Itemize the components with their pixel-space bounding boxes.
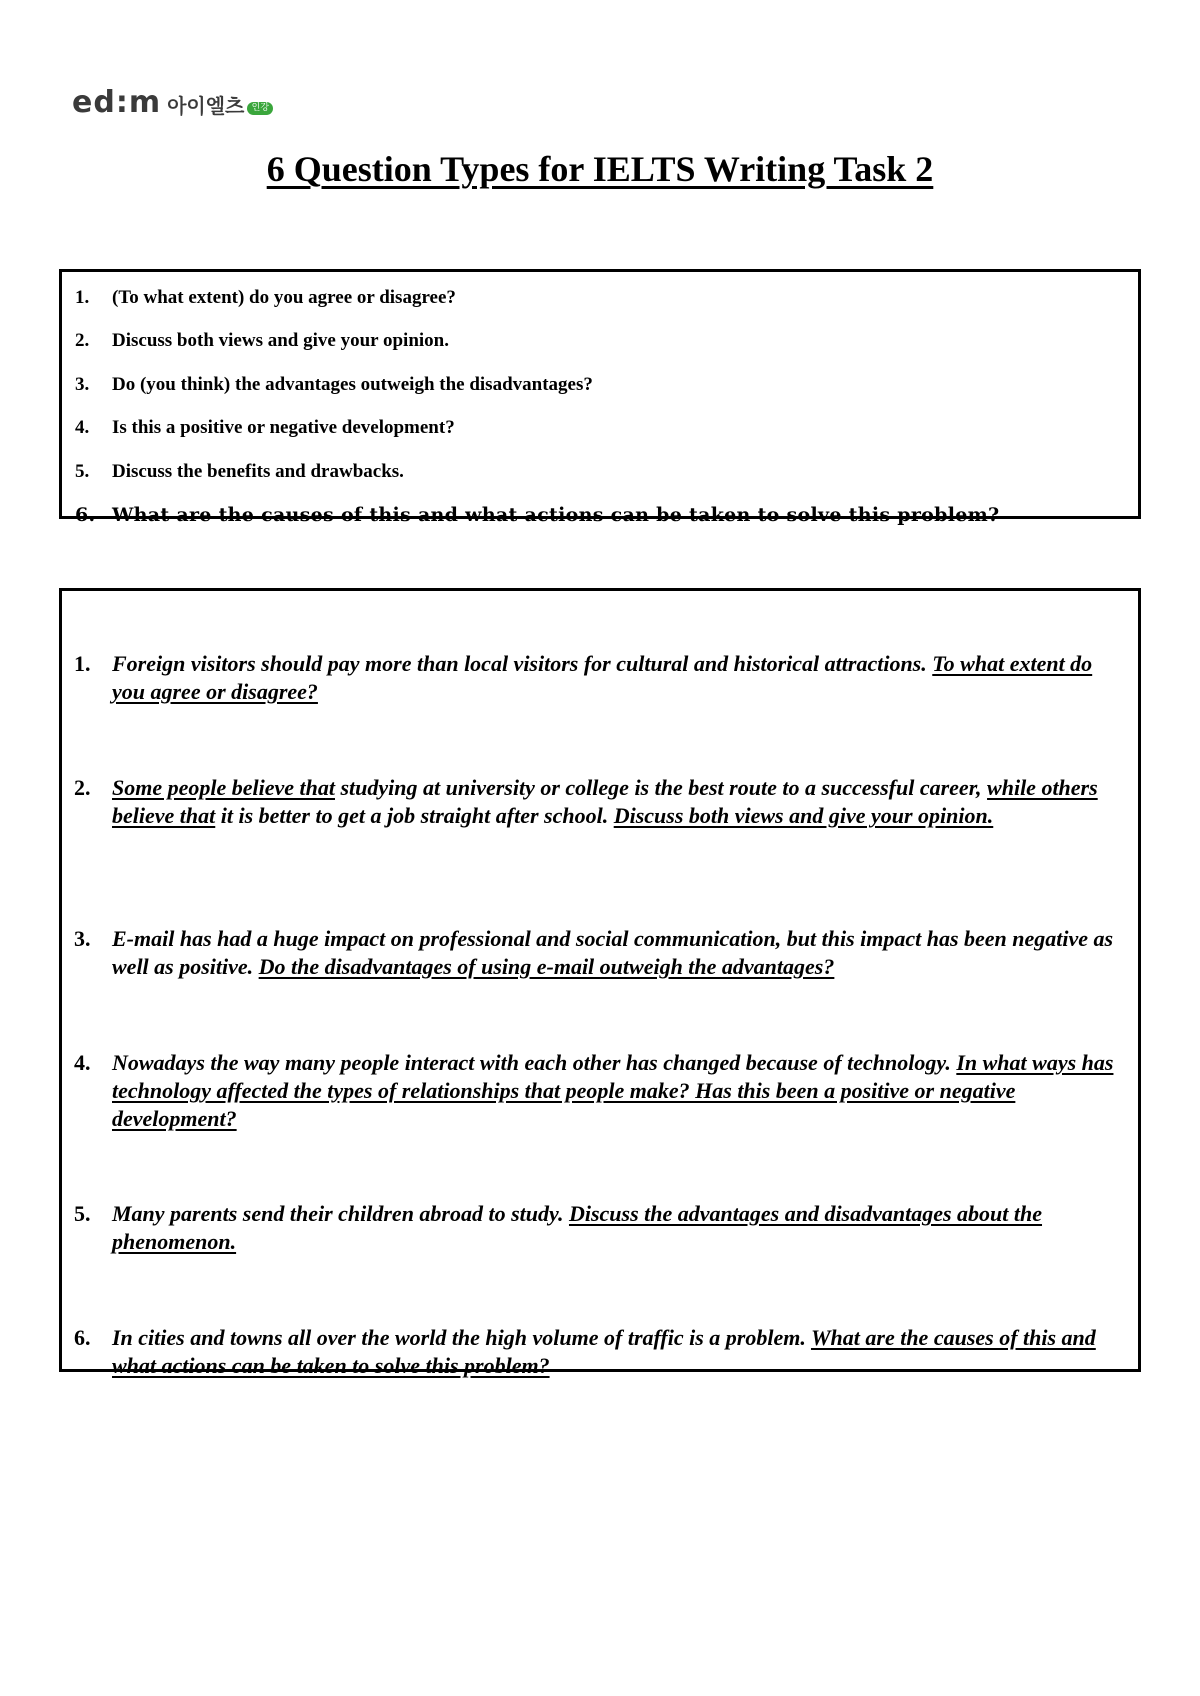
question-type-item: 6. What are the causes of this and what actions can be taken to solve this problem? (75, 504, 1000, 527)
page-title: 6 Question Types for IELTS Writing Task 2 (266, 149, 934, 189)
example-text: E-mail has had a huge impact on professional and social communication, but this impact has been negative as well as positive. Do the disadvantages of using e-mail outweigh the advantages? (112, 926, 1114, 979)
example-question: 4. Nowadays the way many people interact with each other has changed because of technology. In what ways has technology affected the types of relationships that people make? Has this been a positive or negative development? (62, 1049, 1137, 1133)
question-type-item: 2. Discuss both views and give your opinion. (75, 330, 449, 352)
logo-badge: 인강 (247, 102, 273, 115)
examples-box (59, 588, 1141, 1378)
question-types-box (59, 269, 1141, 527)
question-type-item: 5. Discuss the benefits and drawbacks. (75, 460, 404, 482)
example-text: Nowadays the way many people interact with each other has changed because of technology. In what ways has technology affected the types of relationships that people make? Has this been a positive or negative development? (112, 1050, 1114, 1131)
example-question: 5. Many parents send their children abroad to study. Discuss the advantages and disadvantages about the phenomenon. (62, 1200, 1137, 1256)
logo-korean: 아이엘츠 (167, 94, 245, 118)
example-text: Some people believe that studying at university or college is the best route to a successful career, while others believe that it is better to get a job straight after school. Discuss both views and give your opinion. (112, 775, 1098, 828)
example-text: Many parents send their children abroad to study. Discuss the advantages and disadvantages about the phenomenon. (112, 1201, 1043, 1254)
logo-brand: ed:m (72, 85, 162, 120)
example-question: 2. Some people believe that studying at university or college is the best route to a successful career, while others believe that it is better to get a job straight after school. Discuss both views and give your opinion. (62, 774, 1137, 830)
question-type-item: 3. Do (you think) the advantages outweigh the disadvantages? (75, 373, 593, 395)
question-type-item: 4. Is this a positive or negative development? (75, 417, 455, 439)
example-question: 1. Foreign visitors should pay more than local visitors for cultural and historical attractions. To what extent do you agree or disagree? (62, 650, 1137, 706)
example-text: In cities and towns all over the world the high volume of traffic is a problem. What are the causes of this and what actions can be taken to solve this problem? (112, 1325, 1096, 1378)
example-question: 3. E-mail has had a huge impact on professional and social communication, but this impact has been negative as well as positive. Do the disadvantages of using e-mail outweigh the advantages? (62, 925, 1137, 981)
edm-logo (72, 85, 273, 120)
example-text: Foreign visitors should pay more than local visitors for cultural and historical attractions. To what extent do you agree or disagree? (112, 651, 1093, 704)
question-type-item: 1. (To what extent) do you agree or disagree? (75, 286, 456, 308)
example-question: 6. In cities and towns all over the world the high volume of traffic is a problem. What are the causes of this and what actions can be taken to solve this problem? (62, 1324, 1137, 1380)
